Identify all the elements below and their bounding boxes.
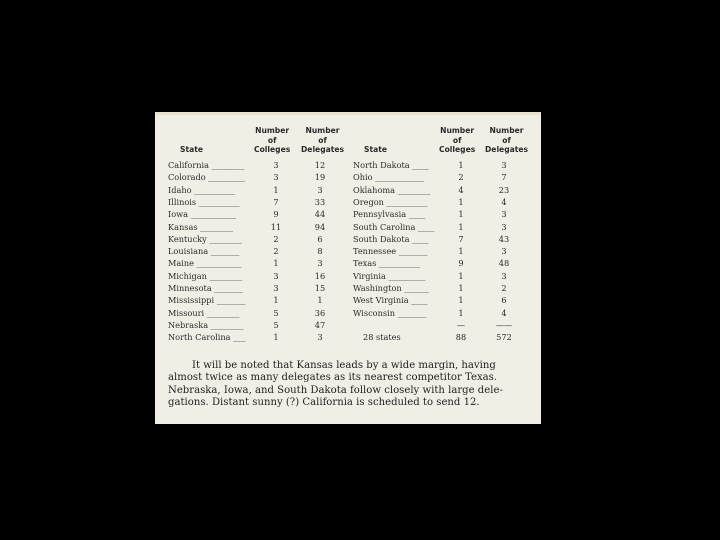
colleges-count: 4: [458, 184, 464, 195]
header-colleges-right: Number of Colleges: [439, 126, 476, 154]
header-state-left: State: [180, 145, 204, 154]
colleges-count: 1: [458, 295, 464, 306]
colleges-count: 2: [458, 172, 464, 183]
delegates-count: 6: [501, 295, 507, 306]
colleges-count: 5: [273, 307, 279, 318]
commentary-paragraph: [168, 360, 530, 410]
delegates-count: 36: [314, 307, 326, 318]
delegates-count: 1: [317, 295, 323, 306]
state-name: Oklahoma ________: [353, 184, 431, 195]
state-name: Maine ___________: [168, 258, 242, 269]
state-name: Wisconsin _______: [353, 307, 427, 318]
delegates-count: 4: [501, 307, 507, 318]
colleges-count: 9: [458, 258, 464, 269]
colleges-count: 1: [458, 246, 464, 257]
state-name: Illinois __________: [168, 196, 240, 207]
colleges-count: 3: [273, 160, 279, 170]
colleges-count: 1: [458, 270, 464, 281]
colleges-count: 1: [273, 295, 279, 306]
state-name: California ________: [168, 160, 245, 170]
state-name: Minnesota _______: [168, 283, 243, 293]
paragraph-line: gations. Distant sunny (?) California is scheduled to send 12.: [168, 397, 480, 409]
header-delegates-left: Number of Delegates: [301, 126, 345, 154]
state-name: Louisiana _______: [168, 246, 240, 257]
header-delegates-right: Number of Delegates: [485, 126, 529, 154]
colleges-count: 1: [273, 332, 279, 343]
colleges-count: 1: [273, 184, 279, 195]
delegates-count: 3: [501, 160, 507, 170]
delegates-count: 3: [317, 184, 323, 195]
colleges-count: 2: [273, 246, 279, 257]
colleges-count: 11: [270, 221, 282, 232]
delegates-count: 3: [501, 270, 507, 281]
state-name: Tennessee _______: [353, 246, 428, 257]
state-name: Kentucky ________: [168, 233, 243, 244]
state-name: Kansas ________: [168, 221, 233, 232]
sum-rule: —: [456, 319, 466, 330]
colleges-count: 1: [458, 160, 464, 170]
state-name: Missouri ________: [168, 307, 240, 318]
paragraph-line: Nebraska, Iowa, and South Dakota follow closely with large dele-: [168, 384, 503, 396]
colleges-count: 1: [458, 221, 464, 232]
state-name: North Dakota ____: [353, 160, 429, 170]
state-name: Texas __________: [353, 258, 420, 269]
delegates-count: 16: [314, 270, 326, 281]
delegates-count: 3: [501, 246, 507, 257]
state-name: North Carolina ___: [168, 332, 246, 343]
total-delegates: 572: [496, 332, 512, 343]
colleges-count: 5: [273, 319, 279, 330]
scanned-page: [155, 112, 541, 424]
colleges-count: 1: [458, 283, 464, 293]
colleges-count: 1: [458, 307, 464, 318]
delegates-count: 48: [498, 258, 510, 269]
colleges-count: 3: [273, 270, 279, 281]
delegates-count: 7: [501, 172, 507, 183]
colleges-count: 1: [458, 209, 464, 220]
delegates-count: 94: [314, 221, 326, 232]
colleges-count: 2: [273, 233, 279, 244]
state-name: Idaho __________: [168, 184, 236, 195]
colleges-count: 9: [273, 209, 279, 220]
delegates-count: 3: [501, 221, 507, 232]
delegates-count: 19: [314, 172, 326, 183]
colleges-count: 1: [273, 258, 279, 269]
state-name: Washington ______: [353, 283, 429, 293]
state-name: Nebraska ________: [168, 319, 244, 330]
state-name: Pennsylvasia ____: [353, 209, 426, 220]
paragraph-line: It will be noted that Kansas leads by a wide margin, having: [192, 360, 496, 371]
colleges-count: 7: [458, 233, 464, 244]
header-state-right: State: [364, 145, 388, 154]
state-name: Colorado _________: [168, 172, 246, 183]
state-name: South Carolina ____: [353, 221, 435, 232]
colleges-count: 7: [273, 196, 279, 207]
delegates-count: 4: [501, 196, 507, 207]
delegates-count: 6: [317, 233, 323, 244]
state-name: Ohio ____________: [353, 172, 425, 183]
state-name: South Dakota ____: [353, 233, 429, 244]
delegates-count: 23: [498, 184, 510, 195]
delegates-count: 15: [314, 283, 326, 293]
header-colleges-left: Number of Colleges: [254, 126, 291, 154]
colleges-count: 1: [458, 196, 464, 207]
delegates-count: 44: [314, 209, 326, 220]
delegates-count: 3: [317, 258, 323, 269]
delegates-count: 33: [314, 196, 326, 207]
delegates-count: 43: [498, 233, 510, 244]
state-name: West Virginia ____: [353, 295, 428, 306]
delegates-count: 3: [501, 209, 507, 220]
table-header: [168, 126, 530, 158]
state-name: Iowa ___________: [168, 209, 236, 220]
delegates-count: 8: [317, 246, 323, 257]
delegates-count: 47: [314, 319, 326, 330]
state-name: Virginia _________: [353, 270, 426, 281]
sum-rule: ——: [495, 319, 513, 330]
total-colleges: 88: [455, 332, 467, 343]
state-name: Michigan ________: [168, 270, 243, 281]
state-name: Oregon __________: [353, 196, 428, 207]
paragraph-line: almost twice as many delegates as its nearest competitor Texas.: [168, 372, 498, 384]
delegates-count: 3: [317, 332, 323, 343]
state-name: Mississippi _______: [168, 295, 246, 306]
delegates-table: [168, 126, 530, 343]
delegates-count: 12: [314, 160, 326, 170]
total-label: 28 states: [363, 332, 401, 343]
delegates-count: 2: [501, 283, 507, 293]
colleges-count: 3: [273, 172, 279, 183]
page-edge: [155, 112, 541, 115]
colleges-count: 3: [273, 283, 279, 293]
